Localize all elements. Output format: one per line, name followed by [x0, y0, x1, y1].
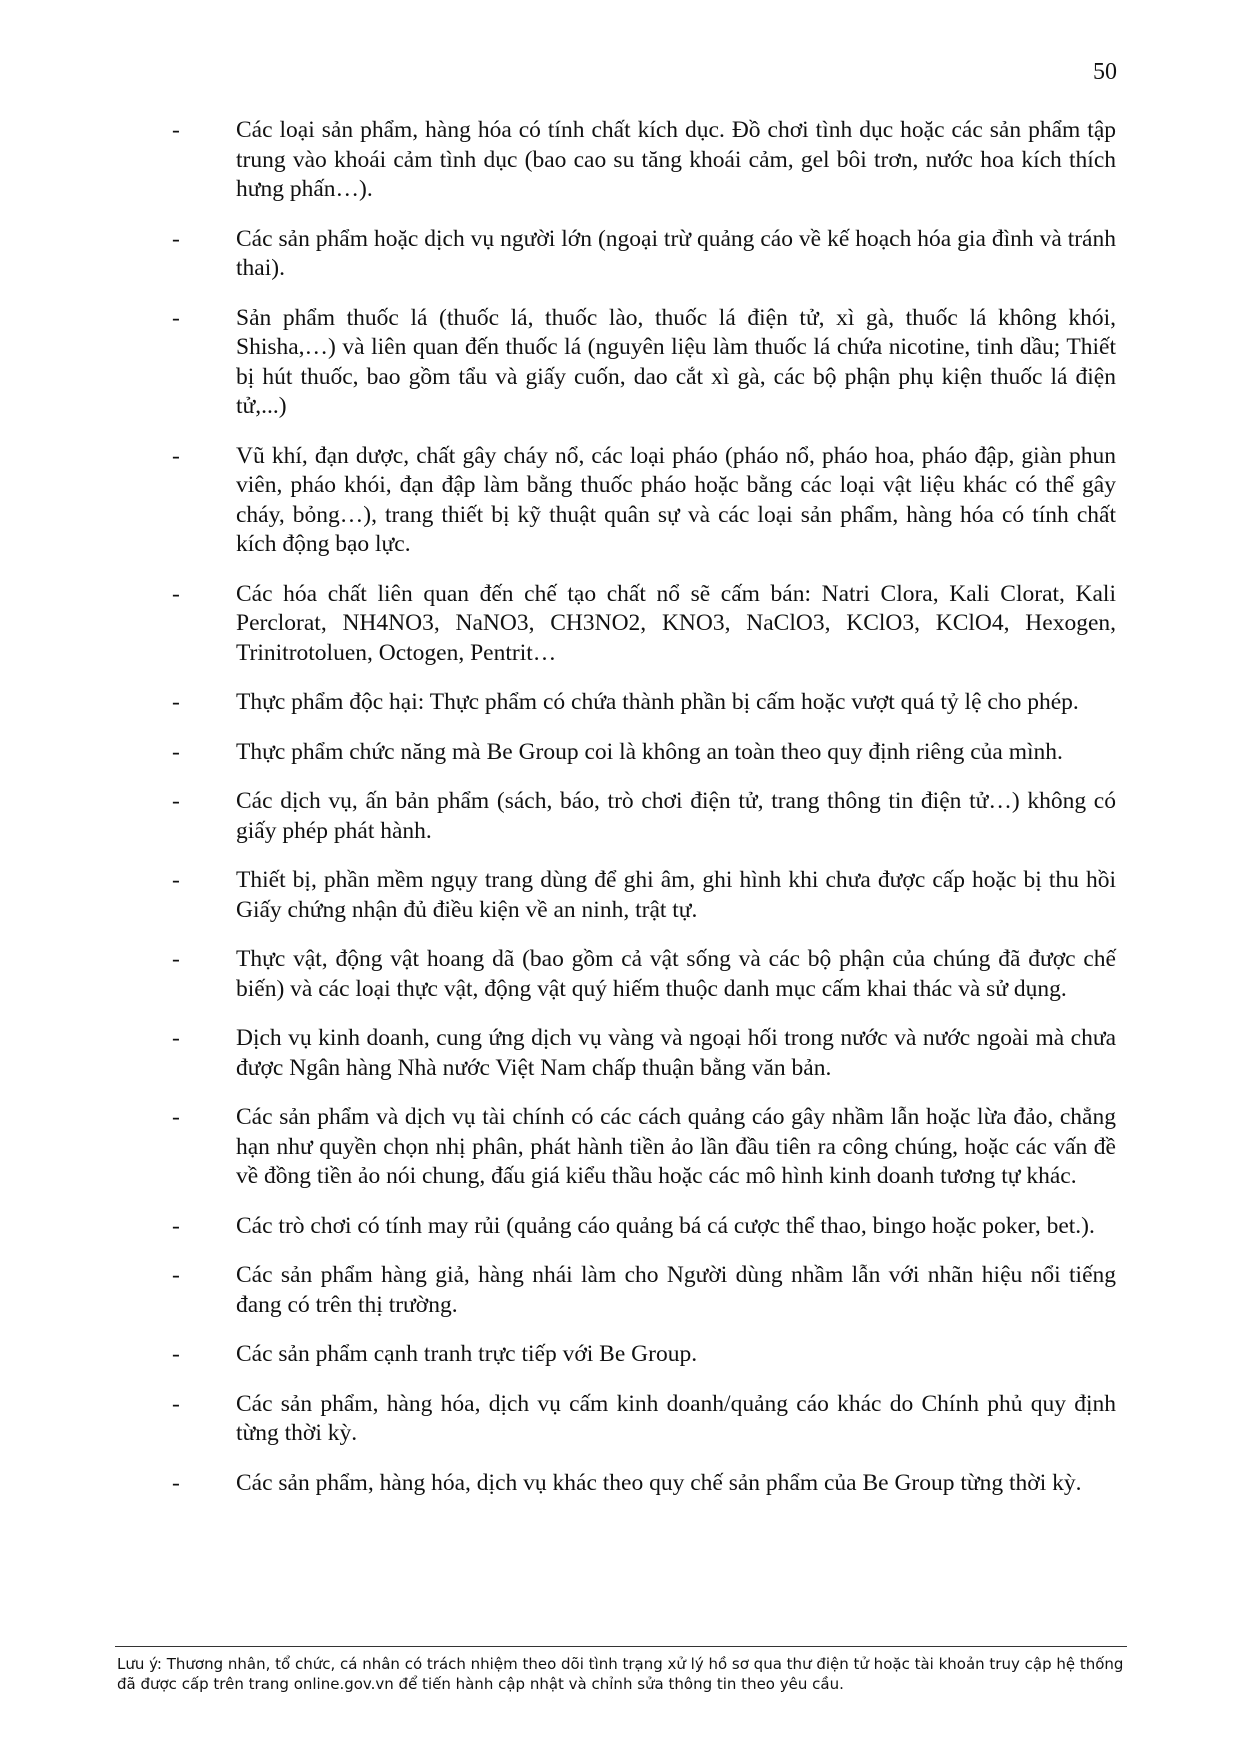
list-item	[172, 1469, 1116, 1499]
list-item-text: Vũ khí, đạn dược, chất gây cháy nổ, các loại pháo (pháo nổ, pháo hoa, pháo đập, giàn phun viên, pháo khói, đạn đập làm bằng thuốc pháo hoặc bằng các loại vật liệu khác có thể gây cháy, bỏng…), trang thiết bị kỹ thuật quân sự và các loại sản phẩm, hàng hóa có tính chất kích động bạo lực.	[236, 442, 1116, 557]
list-item-text: Các hóa chất liên quan đến chế tạo chất nổ sẽ cấm bán: Natri Clora, Kali Clorat, Kali Perclorat, NH4NO3, NaNO3, CH3NO2, KNO3, NaClO3, KClO3, KClO4, Hexogen, Trinitrotoluen, Octogen, Pentrit…	[236, 580, 1116, 666]
list-item	[172, 580, 1116, 669]
bullet-dash: -	[172, 442, 180, 469]
list-item-text: Các sản phẩm, hàng hóa, dịch vụ khác theo quy chế sản phẩm của Be Group từng thời kỳ.	[236, 1469, 1082, 1496]
bullet-dash: -	[172, 580, 180, 607]
bullet-dash: -	[172, 946, 180, 972]
list-item-text: Các dịch vụ, ấn bản phẩm (sách, báo, trò chơi điện tử, trang thông tin điện tử…) không có giấy phép phát hành.	[236, 788, 1116, 844]
bullet-dash: -	[172, 1104, 180, 1130]
list-item-text: Các sản phẩm, hàng hóa, dịch vụ cấm kinh doanh/quảng cáo khác do Chính phủ quy định từng thời kỳ.	[236, 1390, 1116, 1446]
list-item-text: Các sản phẩm hàng giả, hàng nhái làm cho Người dùng nhầm lẫn với nhãn hiệu nổi tiếng đang có trên thị trường.	[236, 1262, 1116, 1318]
list-item	[172, 787, 1116, 846]
list-item	[172, 1340, 1116, 1370]
list-item	[172, 1103, 1116, 1192]
bullet-dash: -	[172, 738, 180, 765]
bullet-dash: -	[172, 689, 180, 715]
list-item-text: Các sản phẩm cạnh tranh trực tiếp với Be Group.	[236, 1341, 698, 1367]
bullet-dash: -	[172, 1341, 180, 1367]
list-item-text: Thực phẩm chức năng mà Be Group coi là không an toàn theo quy định riêng của mình.	[236, 738, 1063, 765]
list-item-text: Thực vật, động vật hoang dã (bao gồm cả vật sống và các bộ phận của chúng đã được chế biến) và các loại thực vật, động vật quý hiếm thuộc danh mục cấm khai thác và sử dụng.	[236, 946, 1116, 1002]
list-item-text: Thiết bị, phần mềm ngụy trang dùng để ghi âm, ghi hình khi chưa được cấp hoặc bị thu hồi Giấy chứng nhận đủ điều kiện về an ninh, trật tự.	[236, 867, 1116, 923]
list-item	[172, 738, 1116, 768]
list-item-text: Sản phẩm thuốc lá (thuốc lá, thuốc lào, thuốc lá điện tử, xì gà, thuốc lá không khói, Shisha,…) và liên quan đến thuốc lá (nguyên liệu làm thuốc lá chứa nicotine, tinh dầu; Thiết bị hút thuốc, bao gồm tẩu và giấy cuốn, dao cắt xì gà, các bộ phận phụ kiện thuốc lá điện tử,...)	[236, 304, 1116, 419]
bullet-dash: -	[172, 788, 180, 814]
bullet-dash: -	[172, 1469, 180, 1496]
list-item	[172, 225, 1116, 284]
footnote-text: Lưu ý: Thương nhân, tổ chức, cá nhân có trách nhiệm theo dõi tình trạng xử lý hồ sơ qua thư điện tử hoặc tài khoản truy cập hệ thống đã được cấp trên trang online.gov.vn để tiến hành cập nhật và chỉnh sửa thông tin theo yêu cầu.	[117, 1655, 1124, 1693]
footnote-divider	[115, 1646, 1127, 1647]
list-item-text: Thực phẩm độc hại: Thực phẩm có chứa thành phần bị cấm hoặc vượt quá tỷ lệ cho phép.	[236, 689, 1079, 715]
list-item	[172, 116, 1116, 205]
bullet-dash: -	[172, 1212, 180, 1239]
list-item	[172, 442, 1116, 560]
bullet-dash: -	[172, 117, 180, 143]
list-item-text: Các sản phẩm và dịch vụ tài chính có các cách quảng cáo gây nhầm lẫn hoặc lừa đảo, chẳng hạn như quyền chọn nhị phân, phát hành tiền ảo lần đầu tiên ra công chúng, hoặc các vấn đề về đồng tiền ảo nói chung, đấu giá kiểu thầu hoặc các mô hình kinh doanh tương tự khác.	[236, 1104, 1116, 1189]
list-item	[172, 1024, 1116, 1083]
list-item-text: Các trò chơi có tính may rủi (quảng cáo quảng bá cá cược thể thao, bingo hoặc poker, bet.).	[236, 1212, 1095, 1239]
bullet-dash: -	[172, 304, 180, 331]
list-item	[172, 1212, 1116, 1242]
bullet-dash: -	[172, 1262, 180, 1288]
bullet-dash: -	[172, 1390, 180, 1417]
bullet-dash: -	[172, 225, 180, 252]
list-item	[172, 866, 1116, 925]
list-item-text: Dịch vụ kinh doanh, cung ứng dịch vụ vàng và ngoại hối trong nước và nước ngoài mà chưa được Ngân hàng Nhà nước Việt Nam chấp thuận bằng văn bản.	[236, 1025, 1116, 1081]
list-item	[172, 945, 1116, 1004]
list-item	[172, 1390, 1116, 1449]
list-item-text: Các loại sản phẩm, hàng hóa có tính chất kích dục. Đồ chơi tình dục hoặc các sản phẩm tập trung vào khoái cảm tình dục (bao cao su tăng khoái cảm, gel bôi trơn, nước hoa kích thích hưng phấn…).	[236, 117, 1116, 202]
list-item	[172, 1261, 1116, 1320]
bullet-dash: -	[172, 1025, 180, 1051]
list-item	[172, 304, 1116, 422]
prohibited-items-list	[172, 116, 1116, 1518]
list-item-text: Các sản phẩm hoặc dịch vụ người lớn (ngoại trừ quảng cáo về kế hoạch hóa gia đình và tránh thai).	[236, 225, 1116, 281]
bullet-dash: -	[172, 867, 180, 893]
page-number: 50	[1093, 59, 1117, 85]
list-item	[172, 688, 1116, 718]
